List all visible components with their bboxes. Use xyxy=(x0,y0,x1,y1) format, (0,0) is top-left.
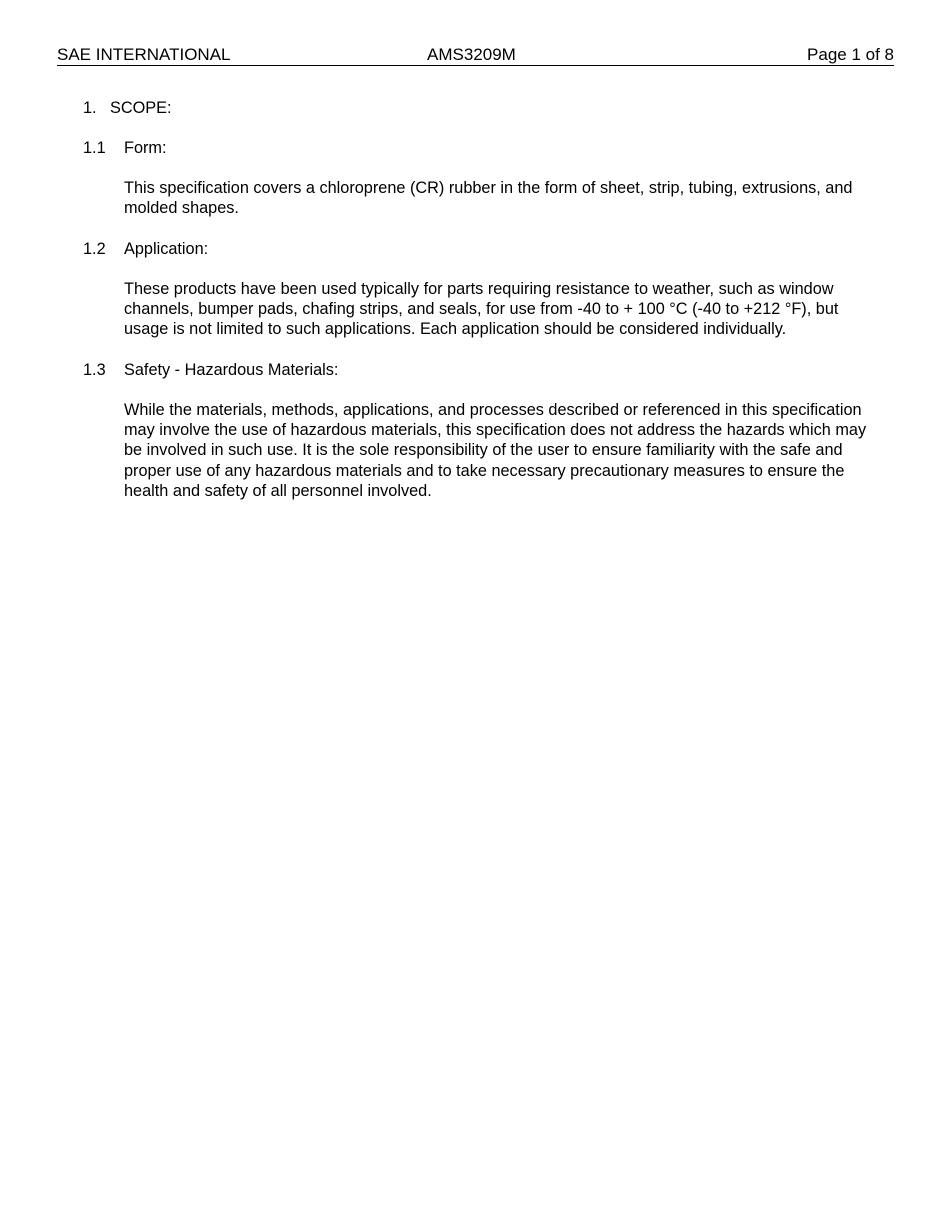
page-header xyxy=(57,45,894,66)
section-1-2-number: 1.2 xyxy=(83,240,106,258)
section-1-2-title: Application: xyxy=(124,240,209,258)
header-doc-id: AMS3209M xyxy=(427,45,516,64)
section-1-number: 1. xyxy=(83,99,97,117)
section-1-2-body: These products have been used typically for parts requiring resistance to weather, such as window channels, bumper pads, chafing strips, and seals, for use from -40 to + 100 °C (-40 to +212 °F), but usage is not limited to such applications. Each application should be considered individually. xyxy=(124,280,839,339)
section-1-3-title: Safety - Hazardous Materials: xyxy=(124,361,339,379)
section-1-3-number: 1.3 xyxy=(83,361,106,379)
header-org: SAE INTERNATIONAL xyxy=(57,45,231,64)
section-1-title: SCOPE: xyxy=(110,99,172,117)
section-1-3-body: While the materials, methods, applications, and processes described or referenced in this specification may involve the use of hazardous materials, this specification does not address the hazards which may be involved in such use. It is the sole responsibility of the user to ensure familiarity with the safe and proper use of any hazardous materials and to take necessary precautionary measures to ensure the health and safety of all personnel involved. xyxy=(124,401,867,500)
section-1-1-number: 1.1 xyxy=(83,139,106,157)
section-1-1-title: Form: xyxy=(124,139,167,157)
header-page-number: Page 1 of 8 xyxy=(807,45,894,64)
section-1-1-body: This specification covers a chloroprene (CR) rubber in the form of sheet, strip, tubing, extrusions, and molded shapes. xyxy=(124,179,853,218)
